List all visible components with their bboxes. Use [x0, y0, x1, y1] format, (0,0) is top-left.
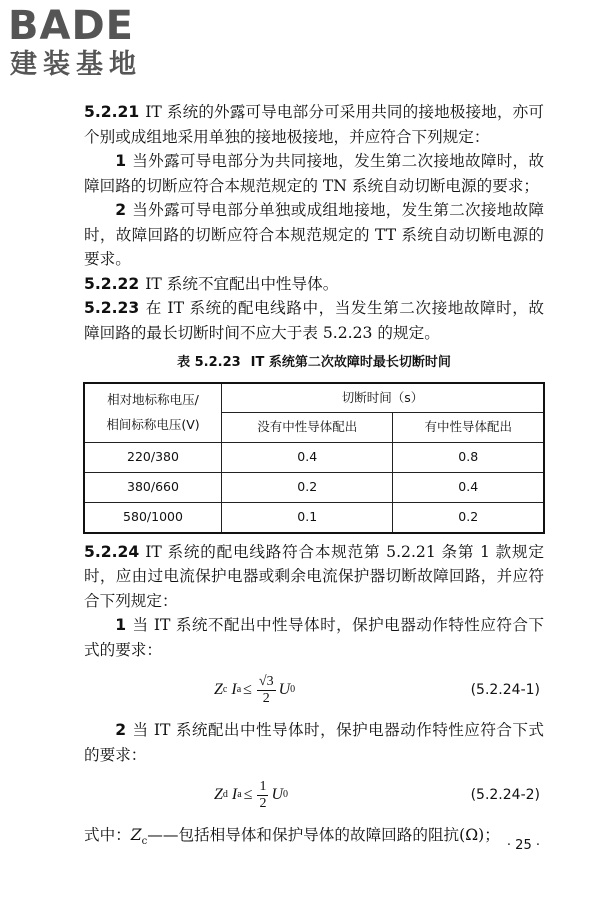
table-row: [84, 502, 544, 533]
fraction: $\frac{1}{2}$: [259, 778, 267, 811]
logo-wordmark: BADE: [8, 3, 134, 49]
item-number: 1: [115, 616, 127, 634]
voltage-cell: 220/380: [84, 442, 222, 472]
table-caption: [84, 351, 544, 376]
clause-number: 5.2.24: [84, 542, 140, 561]
page-number: · 25 ·: [506, 838, 540, 853]
voltage-cell: 580/1000: [84, 502, 222, 533]
table-caption-number: 表 5.2.23: [177, 355, 241, 370]
clause-number: 5.2.23: [84, 299, 140, 317]
bade-logo: [8, 4, 178, 88]
item-number: 2: [115, 201, 127, 219]
clause-text: IT 系统的外露可导电部分可采用共同的接地极接地，亦可个别或成组地采用单独的接地极接地，并应符合下列规定：: [84, 103, 544, 146]
without-neutral-cell: 0.1: [222, 502, 393, 533]
clause-5-2-24: [84, 540, 544, 614]
formula-expression: Z c I a ≤ $\frac{√3}{2}$ U 0: [214, 673, 296, 706]
clause-item: [84, 149, 544, 198]
clause-5-2-21: [84, 100, 544, 149]
table-row: [84, 442, 544, 472]
item-text: 当 IT 系统不配出中性导体时，保护电器动作特性应符合下式的要求：: [84, 616, 544, 659]
with-neutral-header: 有中性导体配出: [393, 413, 544, 443]
voltage-column-header: 相对地标称电压/ 相间标称电压(V): [84, 383, 222, 443]
item-text: 当 IT 系统配出中性导体时，保护电器动作特性应符合下式的要求：: [84, 721, 544, 764]
clause-number: 5.2.21: [84, 103, 140, 121]
with-neutral-cell: 0.2: [393, 502, 544, 533]
formula-number: (5.2.24-1): [470, 681, 540, 698]
voltage-cell: 380/660: [84, 472, 222, 502]
formula-number: (5.2.24-2): [470, 786, 540, 803]
clause-item: [84, 718, 544, 767]
clause-text: 在 IT 系统的配电线路中，当发生第二次接地故障时，故障回路的最长切断时间不应大于表 5.2.23 的规定。: [84, 299, 544, 342]
item-number: 1: [115, 152, 127, 170]
with-neutral-cell: 0.4: [393, 472, 544, 502]
clause-5-2-23: [84, 296, 544, 345]
where-clause: 式中：$Z_c——$包括相导体和保护导体的故障回路的阻抗(Ω)；: [84, 826, 500, 848]
clause-number: 5.2.22: [84, 274, 140, 293]
item-text: 当外露可导电部分为共同接地，发生第二次接地故障时，故障回路的切断应符合本规范规定的 TN 系统自动切断电源的要求；: [84, 152, 544, 195]
clause-item: [84, 198, 544, 272]
clause-item: [84, 613, 544, 662]
table-caption-text: IT 系统第二次故障时最长切断时间: [250, 355, 451, 370]
formula-expression: Z d I a ≤ $\frac{1}{2}$ U 0: [214, 778, 289, 811]
document-body: [84, 100, 544, 855]
disconnection-time-group-header: 切断时间（s）: [222, 383, 545, 413]
logo-subtitle: 建装基地: [10, 49, 142, 80]
without-neutral-cell: 0.2: [222, 472, 393, 502]
with-neutral-cell: 0.8: [393, 442, 544, 472]
fraction: $\frac{√3}{2}$: [258, 673, 274, 706]
item-number: 2: [115, 721, 127, 739]
item-text: 当外露可导电部分单独或成组地接地，发生第二次接地故障时，故障回路的切断应符合本规范规定的 TT 系统自动切断电源的要求。: [84, 201, 544, 268]
formula-5-2-24-2: [84, 769, 544, 821]
table-row: [84, 472, 544, 502]
disconnection-time-table: [83, 382, 545, 534]
without-neutral-header: 没有中性导体配出: [222, 413, 393, 443]
without-neutral-cell: 0.4: [222, 442, 393, 472]
formula-5-2-24-1: [84, 664, 544, 716]
clause-text: IT 系统不宜配出中性导体。: [145, 274, 339, 293]
clause-text: IT 系统的配电线路符合本规范第 5.2.21 条第 1 款规定时，应由过电流保护电器或剩余电流保护器切断故障回路，并应符合下列规定：: [84, 542, 544, 610]
clause-5-2-22: [84, 272, 544, 297]
